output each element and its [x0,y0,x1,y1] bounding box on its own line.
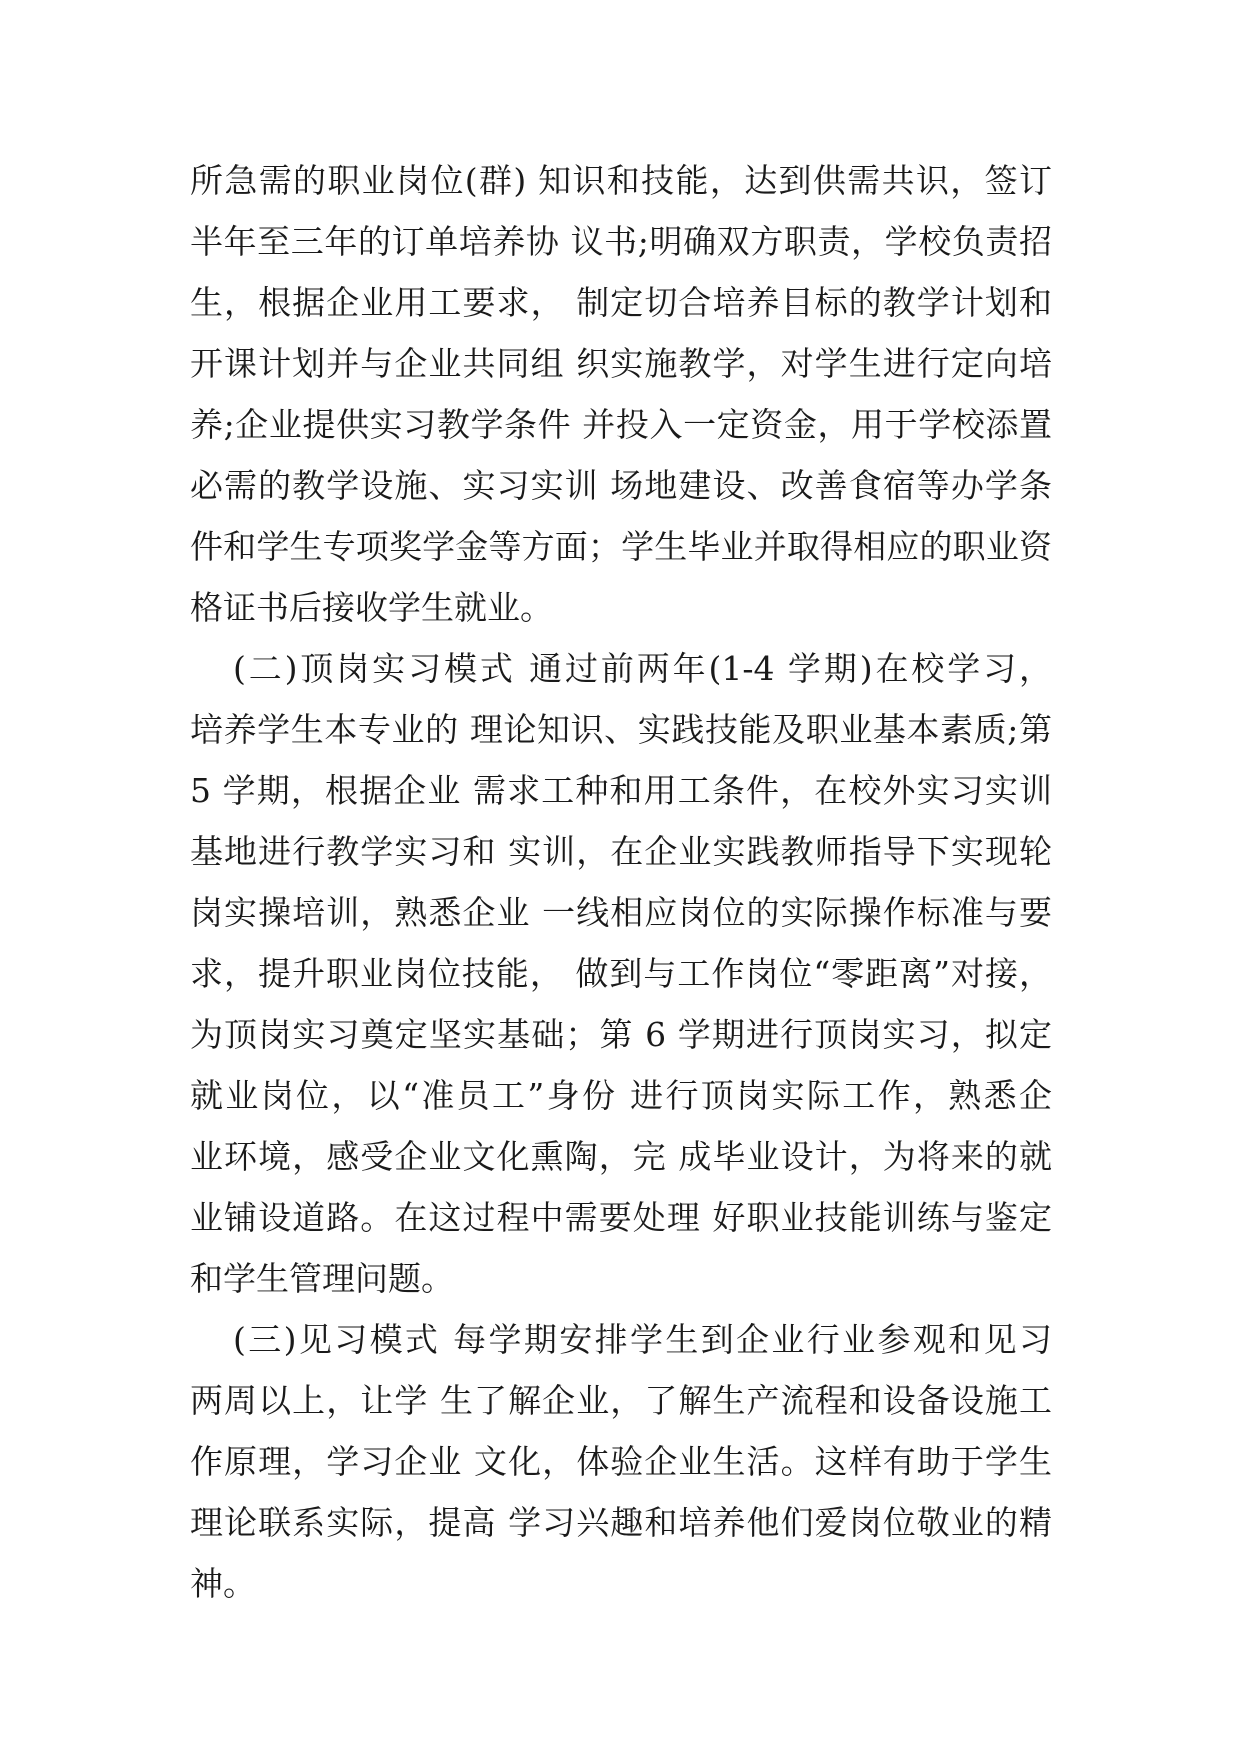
text-line: 培养学生本专业的 理论知识、实践技能及职业基本素质;第 [190,710,1052,749]
text-line: 为顶岗实习奠定坚实基础；第 6 学期进行顶岗实习，拟定 [190,1015,1052,1054]
text-line: (二)顶岗实习模式 通过前两年(1-4 学期)在校学习， [233,649,1052,688]
text-line: 理论联系实际，提高 学习兴趣和培养他们爱岗位敬业的精 [190,1503,1052,1542]
text-line: 和学生管理问题。 [190,1259,454,1298]
text-line: 岗实操培训，熟悉企业 一线相应岗位的实际操作标准与要 [190,893,1052,932]
text-line: 两周以上，让学 生了解企业，了解生产流程和设备设施工 [190,1381,1052,1420]
text-line: 件和学生专项奖学金等方面；学生毕业并取得相应的职业资 [190,527,1052,566]
text-line: 业环境，感受企业文化熏陶，完 成毕业设计，为将来的就 [190,1137,1052,1176]
text-line: 基地进行教学实习和 实训，在企业实践教师指导下实现轮 [190,832,1052,871]
text-line: 就业岗位，以“准员工”身份 进行顶岗实际工作，熟悉企 [190,1076,1052,1115]
text-line: 5 学期，根据企业 需求工种和用工条件，在校外实习实训 [190,771,1052,810]
paragraph-2 [190,638,1052,1309]
text-line: 养;企业提供实习教学条件 并投入一定资金，用于学校添置 [190,405,1052,444]
text-line: 格证书后接收学生就业。 [190,588,553,627]
text-line: 必需的教学设施、实习实训 场地建设、改善食宿等办学条 [190,466,1052,505]
text-line: (三)见习模式 每学期安排学生到企业行业参观和见习 [233,1320,1052,1359]
text-line: 业铺设道路。在这过程中需要处理 好职业技能训练与鉴定 [190,1198,1052,1237]
body-text [190,150,1052,1614]
text-line: 作原理，学习企业 文化，体验企业生活。这样有助于学生 [190,1442,1052,1481]
text-line: 生，根据企业用工要求， 制定切合培养目标的教学计划和 [190,283,1052,322]
text-line: 开课计划并与企业共同组 织实施教学，对学生进行定向培 [190,344,1052,383]
paragraph-3 [190,1309,1052,1614]
text-line: 神。 [190,1564,256,1603]
text-line: 所急需的职业岗位(群) 知识和技能，达到供需共识，签订 [190,161,1052,200]
paragraph-1 [190,150,1052,638]
text-line: 半年至三年的订单培养协 议书;明确双方职责，学校负责招 [190,222,1052,261]
text-line: 求，提升职业岗位技能， 做到与工作岗位“零距离”对接， [190,954,1052,993]
